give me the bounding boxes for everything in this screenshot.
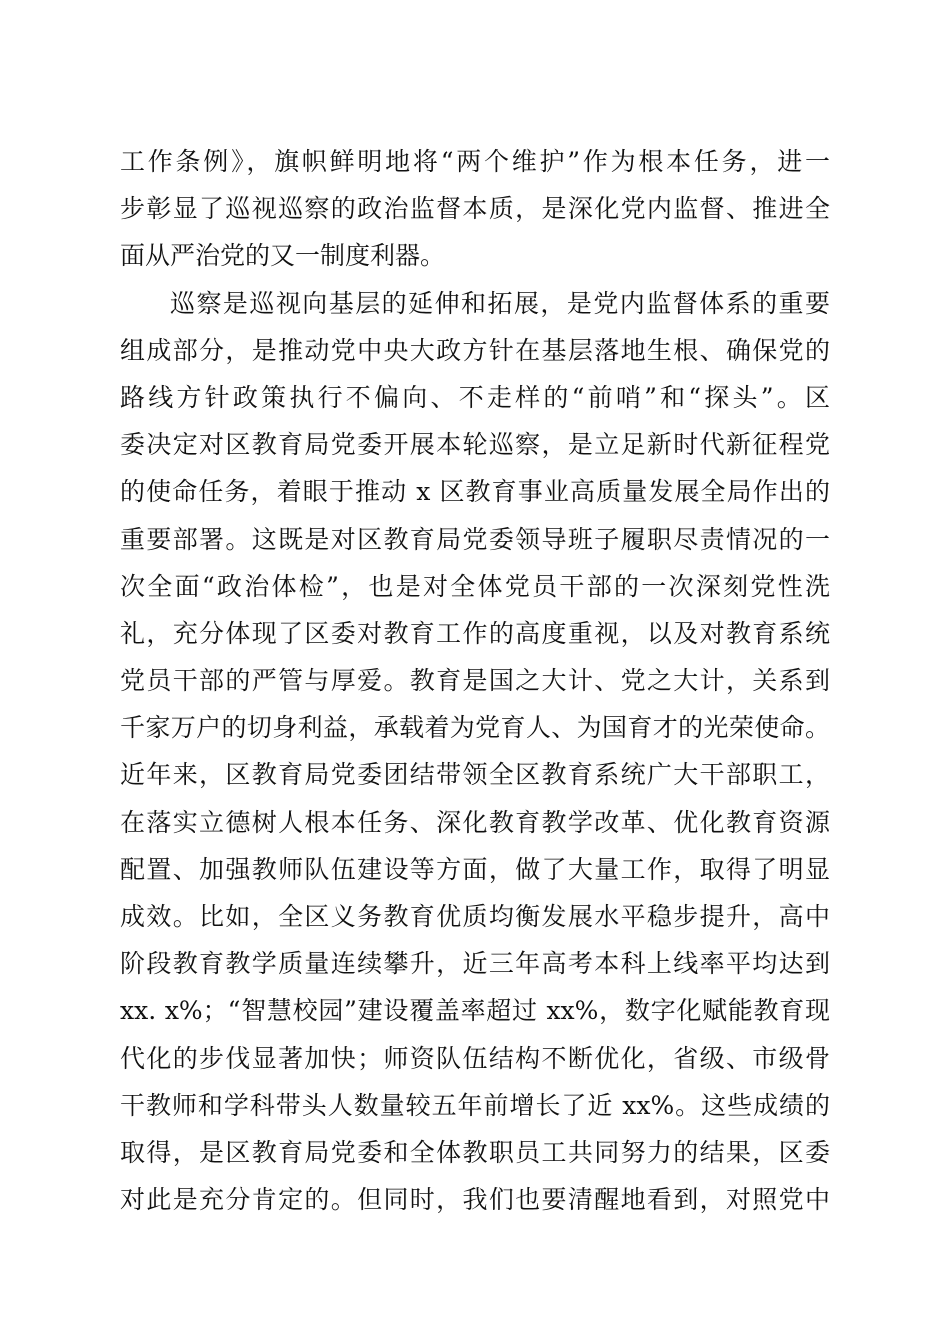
text-line: 重要部署。这既是对区教育局党委领导班子履职尽责情况的一 [120,524,830,554]
text-line: 党员干部的严管与厚爱。教育是国之大计、党之大计，关系到 [120,666,830,696]
text-line: 的使命任务，着眼于推动 x 区教育事业高质量发展全局作出的 [120,477,830,507]
text-line: 路线方针政策执行不偏向、不走样的“前哨”和“探头”。区 [120,382,830,412]
text-line: 代化的步伐显著加快；师资队伍结构不断优化，省级、市级骨 [120,1043,830,1073]
text-line: 阶段教育教学质量连续攀升，近三年高考本科上线率平均达到 [120,949,830,979]
body-text [120,138,830,1223]
text-line: 取得，是区教育局党委和全体教职员工共同努力的结果，区委 [120,1137,830,1167]
text-line: 次全面“政治体检”，也是对全体党员干部的一次深刻党性洗 [120,571,830,601]
text-line: 礼，充分体现了区委对教育工作的高度重视，以及对教育系统 [120,618,830,648]
text-line: 成效。比如，全区义务教育优质均衡发展水平稳步提升，高中 [120,902,830,931]
text-line: xx. x%；“智慧校园”建设覆盖率超过 xx%，数字化赋能教育现 [120,996,830,1026]
text-line: 巡察是巡视向基层的延伸和拓展，是党内监督体系的重要 [170,288,830,318]
text-line: 委决定对区教育局党委开展本轮巡察，是立足新时代新征程党 [120,430,830,460]
text-line: 在落实立德树人根本任务、深化教育教学改革、优化教育资源 [120,807,830,837]
text-line: 面从严治党的又一制度利器。 [120,241,446,271]
text-line: 配置、加强教师队伍建设等方面，做了大量工作，取得了明显 [120,854,830,884]
text-line: 近年来，区教育局党委团结带领全区教育系统广大干部职工， [120,760,830,790]
text-line: 工作条例》，旗帜鲜明地将“两个维护”作为根本任务，进一 [120,147,830,176]
text-line: 干教师和学科带头人数量较五年前增长了近 xx%。这些成绩的 [120,1090,830,1120]
text-line: 对此是充分肯定的。但同时，我们也要清醒地看到，对照党中 [120,1185,830,1215]
text-line: 步彰显了巡视巡察的政治监督本质，是深化党内监督、推进全 [120,194,830,224]
text-line: 千家万户的切身利益，承载着为党育人、为国育才的光荣使命。 [120,713,830,743]
text-line: 组成部分，是推动党中央大政方针在基层落地生根、确保党的 [120,335,830,365]
